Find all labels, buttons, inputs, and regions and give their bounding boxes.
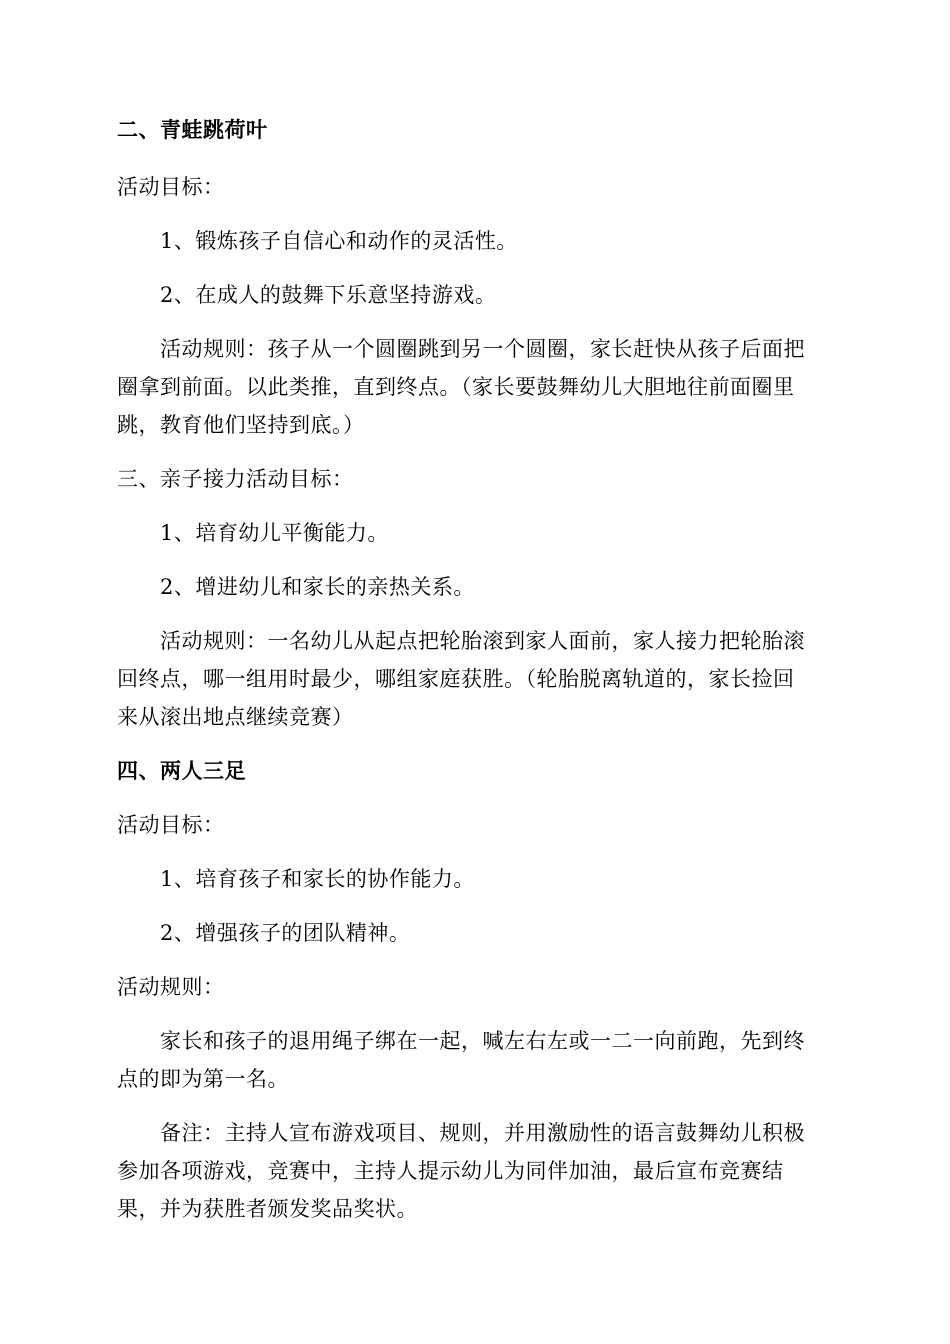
- goal-item: 2、在成人的鼓舞下乐意坚持游戏。: [160, 283, 497, 307]
- section-heading: 三、亲子接力活动目标：: [117, 467, 354, 491]
- rules-paragraph-line: 来从滚出地点继续竞赛）: [117, 705, 354, 729]
- section-heading: 四、两人三足: [117, 759, 246, 783]
- goal-item: 1、锻炼孩子自信心和动作的灵活性。: [160, 229, 518, 253]
- goal-item: 2、增强孩子的团队精神。: [160, 921, 411, 945]
- rules-paragraph-line: 活动规则：一名幼儿从起点把轮胎滚到家人面前，家人接力把轮胎滚: [160, 629, 805, 653]
- rules-paragraph-line: 跳，教育他们坚持到底。）: [117, 413, 365, 437]
- rules-paragraph-line: 点的即为第一名。: [117, 1067, 289, 1091]
- note-paragraph-line: 果，并为获胜者颁发奖品奖状。: [117, 1197, 418, 1221]
- goal-label: 活动目标：: [117, 175, 225, 199]
- rules-paragraph-line: 圈拿到前面。以此类推，直到终点。（家长要鼓舞幼儿大胆地往前面圈里: [117, 375, 795, 399]
- goal-item: 1、培育幼儿平衡能力。: [160, 521, 389, 545]
- goal-item: 1、培育孩子和家长的协作能力。: [160, 867, 475, 891]
- note-paragraph-line: 备注：主持人宣布游戏项目、规则，并用激励性的语言鼓舞幼儿积极: [160, 1121, 805, 1145]
- rules-paragraph-line: 家长和孩子的退用绳子绑在一起，喊左右左或一二一向前跑，先到终: [160, 1029, 805, 1053]
- goal-item: 2、增进幼儿和家长的亲热关系。: [160, 575, 475, 599]
- section-heading: 二、青蛙跳荷叶: [117, 118, 268, 142]
- goal-label: 活动目标：: [117, 813, 225, 837]
- rules-paragraph-line: 回终点，哪一组用时最少，哪组家庭获胜。（轮胎脱离轨道的，家长捡回: [117, 667, 795, 691]
- note-paragraph-line: 参加各项游戏，竞赛中，主持人提示幼儿为同伴加油，最后宣布竞赛结: [117, 1159, 784, 1183]
- rules-label: 活动规则：: [117, 975, 225, 999]
- rules-paragraph-line: 活动规则：孩子从一个圆圈跳到另一个圆圈，家长赶快从孩子后面把: [160, 337, 805, 361]
